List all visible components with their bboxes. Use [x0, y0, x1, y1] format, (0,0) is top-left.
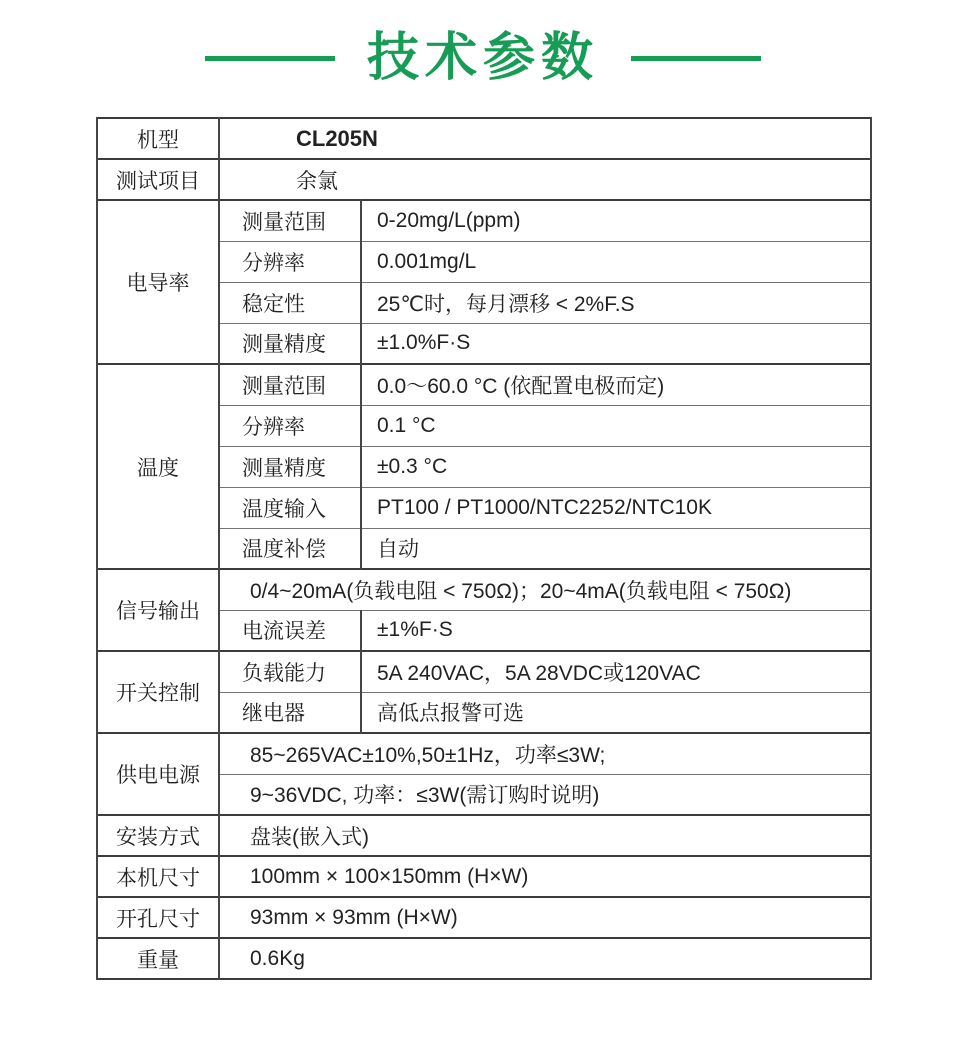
conductivity-group-label: 电导率	[97, 200, 219, 364]
model-value: CL205N	[219, 118, 871, 159]
mounting-label: 安装方式	[97, 815, 219, 856]
param-label: 测量范围	[219, 364, 361, 405]
param-label: 分辨率	[219, 405, 361, 446]
spec-row-cutout-size	[97, 897, 871, 938]
param-value: 0.001mg/L	[361, 241, 871, 282]
param-label: 测量精度	[219, 323, 361, 364]
device-size-value: 100mm × 100×150mm (H×W)	[219, 856, 871, 897]
test-item-label: 测试项目	[97, 159, 219, 200]
spec-row-test-item	[97, 159, 871, 200]
param-label: 温度输入	[219, 487, 361, 528]
param-label: 测量精度	[219, 446, 361, 487]
spec-row	[97, 200, 871, 241]
page-title-block	[96, 24, 870, 92]
switch-control-group-label: 开关控制	[97, 651, 219, 733]
param-value: 0-20mg/L(ppm)	[361, 200, 871, 241]
param-value: ±1.0%F·S	[361, 323, 871, 364]
param-value: ±0.3 °C	[361, 446, 871, 487]
spec-row-model	[97, 118, 871, 159]
title-right-dash	[631, 56, 761, 61]
param-value: 0.1 °C	[361, 405, 871, 446]
weight-value: 0.6Kg	[219, 938, 871, 979]
spec-row-weight	[97, 938, 871, 979]
param-value: 25℃时，每月漂移 < 2%F.S	[361, 282, 871, 323]
param-label: 继电器	[219, 692, 361, 733]
param-value: 9~36VDC, 功率：≤3W(需订购时说明)	[219, 774, 871, 815]
param-value: ±1%F·S	[361, 610, 871, 651]
device-size-label: 本机尺寸	[97, 856, 219, 897]
param-value: PT100 / PT1000/NTC2252/NTC10K	[361, 487, 871, 528]
spec-row	[97, 651, 871, 692]
test-item-value: 余氯	[219, 159, 871, 200]
mounting-value: 盘装(嵌入式)	[219, 815, 871, 856]
param-value: 85~265VAC±10%,50±1Hz，功率≤3W;	[219, 733, 871, 774]
param-value: 0.0～60.0 °C (依配置电极而定)	[361, 364, 871, 405]
param-label: 电流误差	[219, 610, 361, 651]
temperature-group-label: 温度	[97, 364, 219, 569]
param-value: 自动	[361, 528, 871, 569]
param-label: 负载能力	[219, 651, 361, 692]
cutout-size-label: 开孔尺寸	[97, 897, 219, 938]
param-label: 分辨率	[219, 241, 361, 282]
spec-table	[96, 117, 872, 980]
param-value: 高低点报警可选	[361, 692, 871, 733]
signal-output-group-label: 信号输出	[97, 569, 219, 651]
page-title: 技术参数	[366, 29, 599, 87]
param-label: 测量范围	[219, 200, 361, 241]
spec-row-mounting	[97, 815, 871, 856]
spec-row	[97, 733, 871, 774]
model-label: 机型	[97, 118, 219, 159]
spec-row	[97, 569, 871, 610]
weight-label: 重量	[97, 938, 219, 979]
spec-row	[97, 364, 871, 405]
title-left-dash	[205, 56, 335, 61]
param-value: 0/4~20mA(负载电阻 < 750Ω)；20~4mA(负载电阻 < 750Ω)	[219, 569, 871, 610]
param-label: 稳定性	[219, 282, 361, 323]
spec-row-device-size	[97, 856, 871, 897]
power-supply-group-label: 供电电源	[97, 733, 219, 815]
param-value: 5A 240VAC，5A 28VDC或120VAC	[361, 651, 871, 692]
cutout-size-value: 93mm × 93mm (H×W)	[219, 897, 871, 938]
param-label: 温度补偿	[219, 528, 361, 569]
